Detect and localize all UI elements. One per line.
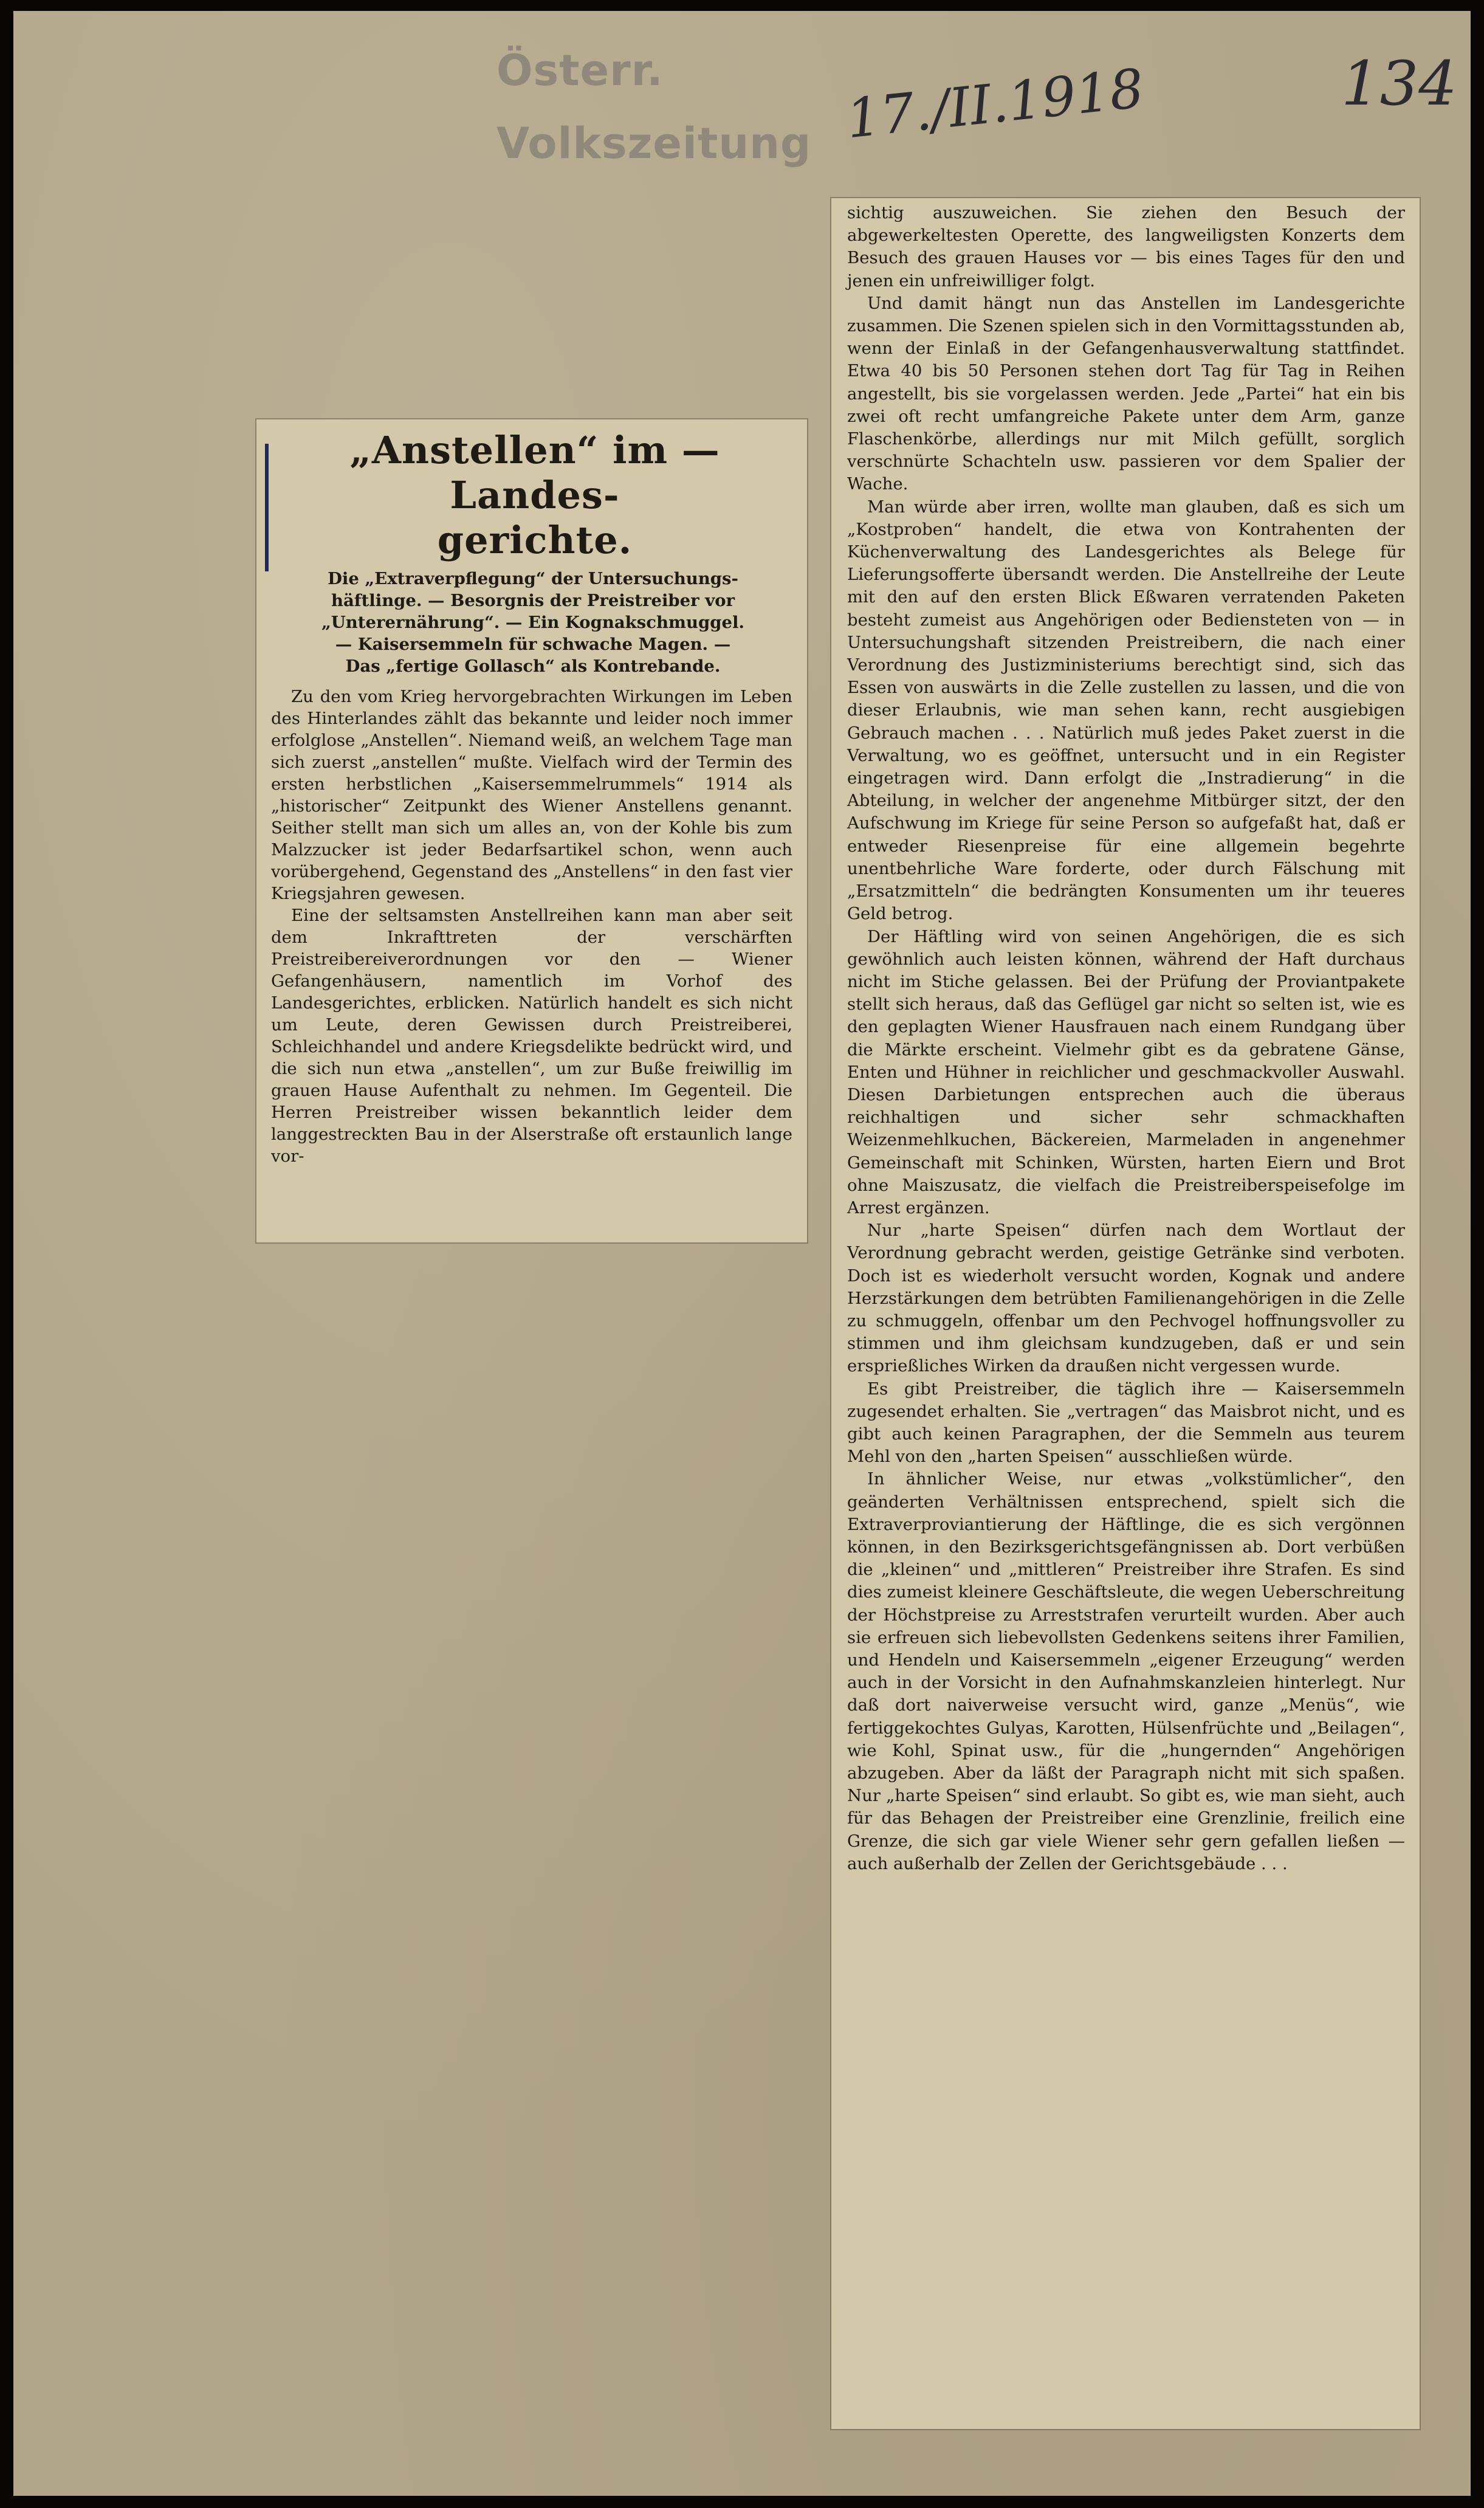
newspaper-stamp: Österr. Volkszeitung bbox=[496, 46, 812, 168]
article-paragraph: Und damit hängt nun das Anstellen im Landesgerichte zusammen. Die Szenen spielen sich in den Vormittagsstunden ab, wenn der Einlaß in der Gefangenhausverwaltung stattfindet. Etwa 40 bis 50 Personen stehen dort Tag für Tag in Reihen angestellt, bis sie vorgelassen werden. Jede „Partei“ hat ein bis zwei oft recht umfangreiche Pakete unter dem Arm, ganze Flaschenkörbe, allerdings nur mit Milch gefüllt, sorglich verschnürte Schachteln usw. passieren vor dem Spalier der Wache. bbox=[847, 293, 1405, 494]
article-paragraph: In ähnlicher Weise, nur etwas „volkstümlicher“, den geänderten Verhältnissen entsprechend, spielt sich die Extraverproviantierung der Häftlinge, die es sich vergönnen können, in den Bezirksgerichtsgefängnissen ab. Dort verbüßen die „kleinen“ und „mittleren“ Preistreiber ihre Strafen. Es sind dies zumeist kleinere Geschäftsleute, die wegen Ueberschreitung der Höchstpreise zu Arreststrafen verurteilt wurden. Aber auch sie erfreuen sich liebevollsten Gedenkens seitens ihrer Familien, und Hendeln und Kaisersemmeln „eigener Erzeugung“ werden auch in der Vorsicht in den Aufnahmskanzleien hinterlegt. Nur daß dort naiverweise versucht wird, ganze „Menüs“, wie fertiggekochtes Gulyas, Karotten, Hülsenfrüchte und „Beilagen“, wie Kohl, Spinat usw., für die „hungernden“ Angehörigen abzugeben. Aber da läßt der Paragraph nicht mit sich spaßen. Nur „harte Speisen“ sind erlaubt. So gibt es, wie man sieht, auch für das Behagen der Preistreiber eine Grenzlinie, freilich eine Grenze, die sich gar viele Wiener sehr gern gefallen ließen — auch außerhalb der Zellen der Gerichtsgebäude . . . bbox=[847, 1469, 1405, 1873]
article-paragraph: Der Häftling wird von seinen Angehörigen, die es sich gewöhnlich auch leisten können, während der Haft durchaus nicht im Stiche gelassen. Bei der Prüfung der Proviantpakete stellt sich heraus, daß das Geflügel gar nicht so selten ist, wie es den geplagten Wiener Hausfrauen nach einem Rundgang über die Märkte erscheint. Vielmehr gibt es da gebratene Gänse, Enten und Hühner in reichlicher und geschmackvoller Auswahl. Diesen Darbietungen entsprechen auch die überaus reichhaltigen und sicher sehr schmackhaften Weizenmehlkuchen, Bäckereien, Marmeladen in angenehmer Gemeinschaft mit Schinken, Würsten, harten Eiern und Brot ohne Maiszusatz, die vielfach die Preistreiberspeisefolge im Arrest ergänzen. bbox=[847, 926, 1405, 1218]
article-paragraph: Zu den vom Krieg hervorgebrachten Wirkungen im Leben des Hinterlandes zählt das bekannte und leider noch immer erfolglose „Anstellen“. Niemand weiß, an welchem Tage man sich zuerst „anstellen“ mußte. Vielfach wird der Termin des ersten herbstlichen „Kaisersemmelrummels“ 1914 als „historischer“ Zeitpunkt des Wiener Anstellens genannt. Seither stellt man sich um alles an, von der Kohle bis zum Malzzucker ist jeder Bedarfsartikel schon, wenn auch vorübergehend, Gegenstand des „Anstellens“ in den fast vier Kriegsjahren gewesen. bbox=[271, 687, 792, 903]
subheadline-line: „Unterernährung“. — Ein Kognakschmuggel. bbox=[321, 613, 744, 632]
archive-sheet bbox=[13, 11, 1471, 2496]
headline-line-1: „Anstellen“ im — Landes- bbox=[349, 428, 720, 517]
article-paragraph: Es gibt Preistreiber, die täglich ihre — Kaisersemmeln zugesendet erhalten. Sie „vertragen“ das Maisbrot nicht, und es gibt auch keinen Paragraphen, der die Semmeln aus teurem Mehl von den „harten Speisen“ ausschließen würde. bbox=[847, 1379, 1405, 1467]
article-body-right bbox=[831, 198, 1420, 1875]
clipping-right-column bbox=[831, 198, 1420, 2429]
handwritten-page-number: 134 bbox=[1341, 48, 1457, 119]
column-rule bbox=[265, 444, 269, 571]
subheadline-line: Die „Extraverpflegung“ der Untersuchungs- bbox=[328, 569, 738, 588]
article-paragraph: sichtig auszuweichen. Sie ziehen den Besuch der abgewerkeltesten Operette, des langweiligsten Konzerts dem Besuch des grauen Hauses vor — bis eines Tages für den und jenen ein unfreiwilliger folgt. bbox=[847, 203, 1405, 291]
subheadline bbox=[271, 568, 795, 677]
handwritten-date: 17./II.1918 bbox=[843, 57, 1147, 151]
article-paragraph: Nur „harte Speisen“ dürfen nach dem Wortlaut der Verordnung gebracht werden, geistige Getränke sind verboten. Doch ist es wiederholt versucht worden, Kognak und andere Herzstärkungen dem betrübten Familienangehörigen in die Zelle zu schmuggeln, offenbar um den Pechvogel hoffnungsvoller zu stimmen und ihm gleichsam kundzugeben, daß er und sein ersprießliches Wirken da draußen nicht vergessen wurde. bbox=[847, 1221, 1405, 1376]
subheadline-line: häftlinge. — Besorgnis der Preistreiber vor bbox=[331, 591, 735, 610]
article-paragraph: Eine der seltsamsten Anstellreihen kann man aber seit dem Inkrafttreten der verschärften Preistreibereiverordnungen vor den — Wiener Gefangenhäusern, namentlich im Vorhof des Landesgerichtes, erblicken. Natürlich handelt es sich nicht um Leute, deren Gewissen durch Preistreiberei, Schleichhandel und andere Kriegsdelikte bedrückt wird, und die sich nun etwa „anstellen“, um zur Buße freiwillig im grauen Hause Aufenthalt zu nehmen. Im Gegenteil. Die Herren Preistreiber wissen bekanntlich leider dem langgestreckten Bau in der Alserstraße oft erstaunlich lange vor- bbox=[271, 906, 792, 1166]
subheadline-line: — Kaisersemmeln für schwache Magen. — bbox=[335, 635, 731, 654]
headline-line-2: gerichte. bbox=[437, 518, 633, 562]
headline bbox=[277, 428, 792, 563]
article-body-left bbox=[256, 686, 807, 1167]
article-paragraph: Man würde aber irren, wollte man glauben, daß es sich um „Kostproben“ handelt, die etwa von Kontrahenten der Küchenverwaltung des Landesgerichtes als Belege für Lieferungsofferte übersandt werden. Die Anstellreihe der Leute mit den auf den ersten Blick Eßwaren verratenden Paketen besteht zumeist aus Angehörigen oder Bediensteten von — in Untersuchungshaft sitzenden Preistreibern, die nach einer Verordnung des Justizministeriums berechtigt sind, sich das Essen von auswärts in die Zelle zustellen zu lassen, und die von dieser Erlaubnis, wie man sehen kann, recht ausgiebigen Gebrauch machen . . . Natürlich muß jedes Paket zuerst in die Verwaltung, wo es geöffnet, untersucht und in ein Register eingetragen wird. Dann erfolgt die „Instradierung“ in die Abteilung, in welcher der angenehme Mitbürger sitzt, der den Aufschwung im Kriege für seine Person so aufgefaßt hat, daß er entweder Riesenpreise für eine allgemein begehrte unentbehrliche Ware forderte, oder durch Fälschung mit „Ersatzmitteln“ die bedrängten Konsumenten um ihr teueres Geld betrog. bbox=[847, 497, 1405, 924]
subheadline-line: Das „fertige Gollasch“ als Kontrebande. bbox=[345, 656, 721, 676]
clipping-left-column bbox=[256, 419, 807, 1242]
